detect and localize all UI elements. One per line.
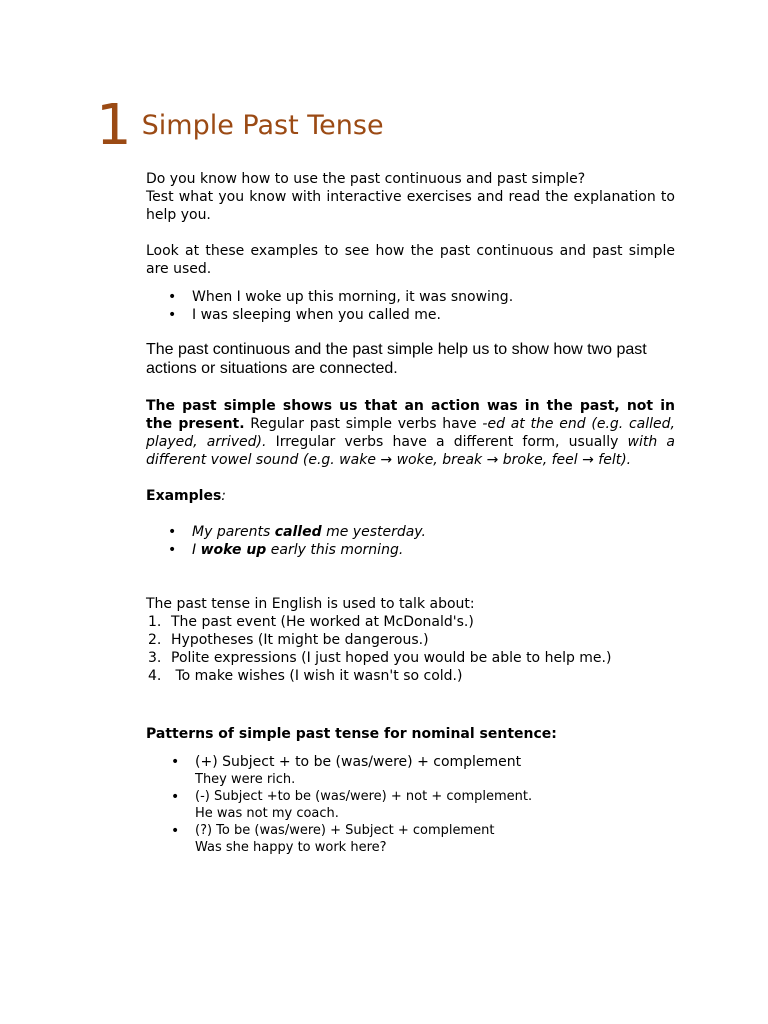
patterns-title: Patterns of simple past tense for nominal sentence: <box>146 726 557 742</box>
rule-text-2: Irregular verbs have a different form, usually <box>266 434 628 450</box>
examples-list-2 <box>146 523 675 559</box>
rule-text-1: Regular past simple verbs have <box>244 416 483 432</box>
examples-colon: : <box>221 488 226 504</box>
list-item: • I was sleeping when you called me. <box>146 306 675 324</box>
section-heading <box>96 93 384 158</box>
rule-italic-1: -ed at the end (e.g. called, played, arrived). <box>146 416 675 450</box>
usage-list <box>146 613 675 685</box>
list-item: 2. Hypotheses (It might be dangerous.) <box>148 632 429 648</box>
pattern-formula: • (-) Subject +to be (was/were) + not + complement. <box>195 789 533 804</box>
section-number: 1 <box>96 93 132 158</box>
list-item: • I woke up early this morning. <box>146 541 675 559</box>
connected-paragraph: The past continuous and the past simple help us to show how two past actions or situations are connected. <box>146 341 647 377</box>
pattern-example: They were rich. <box>195 772 296 787</box>
usage-intro: The past tense in English is used to talk about: <box>146 596 475 612</box>
intro-line-1: Do you know how to use the past continuous and past simple? <box>146 171 586 187</box>
pattern-formula: • (+) Subject + to be (was/were) + complement <box>195 754 522 770</box>
look-paragraph: Look at these examples to see how the past continuous and past simple are used. <box>146 243 675 277</box>
examples-list-1 <box>146 288 675 324</box>
list-item: 4. To make wishes (I wish it wasn't so cold.) <box>148 668 463 684</box>
pattern-example: Was she happy to work here? <box>195 840 387 855</box>
list-item: 3. Polite expressions (I just hoped you would be able to help me.) <box>148 650 612 666</box>
verb-highlight: woke up <box>200 542 267 558</box>
document-body <box>146 170 675 856</box>
list-item <box>146 753 675 788</box>
list-item: • When I woke up this morning, it was snowing. <box>146 288 675 306</box>
intro-line-2: Test what you know with interactive exercises and read the explanation to help you. <box>146 189 675 223</box>
examples-heading <box>146 487 675 505</box>
rule-paragraph <box>146 397 675 469</box>
rule-bold: The past simple shows us that an action was in the past, not in the present. <box>146 398 675 432</box>
pattern-example: He was not my coach. <box>195 806 339 821</box>
verb-highlight: called <box>274 524 322 540</box>
patterns-list <box>146 753 675 856</box>
list-item: • My parents called me yesterday. <box>146 523 675 541</box>
pattern-formula: • (?) To be (was/were) + Subject + complement <box>195 823 495 838</box>
section-title: Simple Past Tense <box>141 110 384 141</box>
examples-label: Examples <box>146 488 222 504</box>
list-item <box>146 788 675 822</box>
list-item: 1. The past event (He worked at McDonald's.) <box>148 614 474 630</box>
list-item <box>146 822 675 856</box>
rule-italic-2: with a different vowel sound (e.g. wake → woke, break → broke, feel → felt). <box>146 434 676 468</box>
